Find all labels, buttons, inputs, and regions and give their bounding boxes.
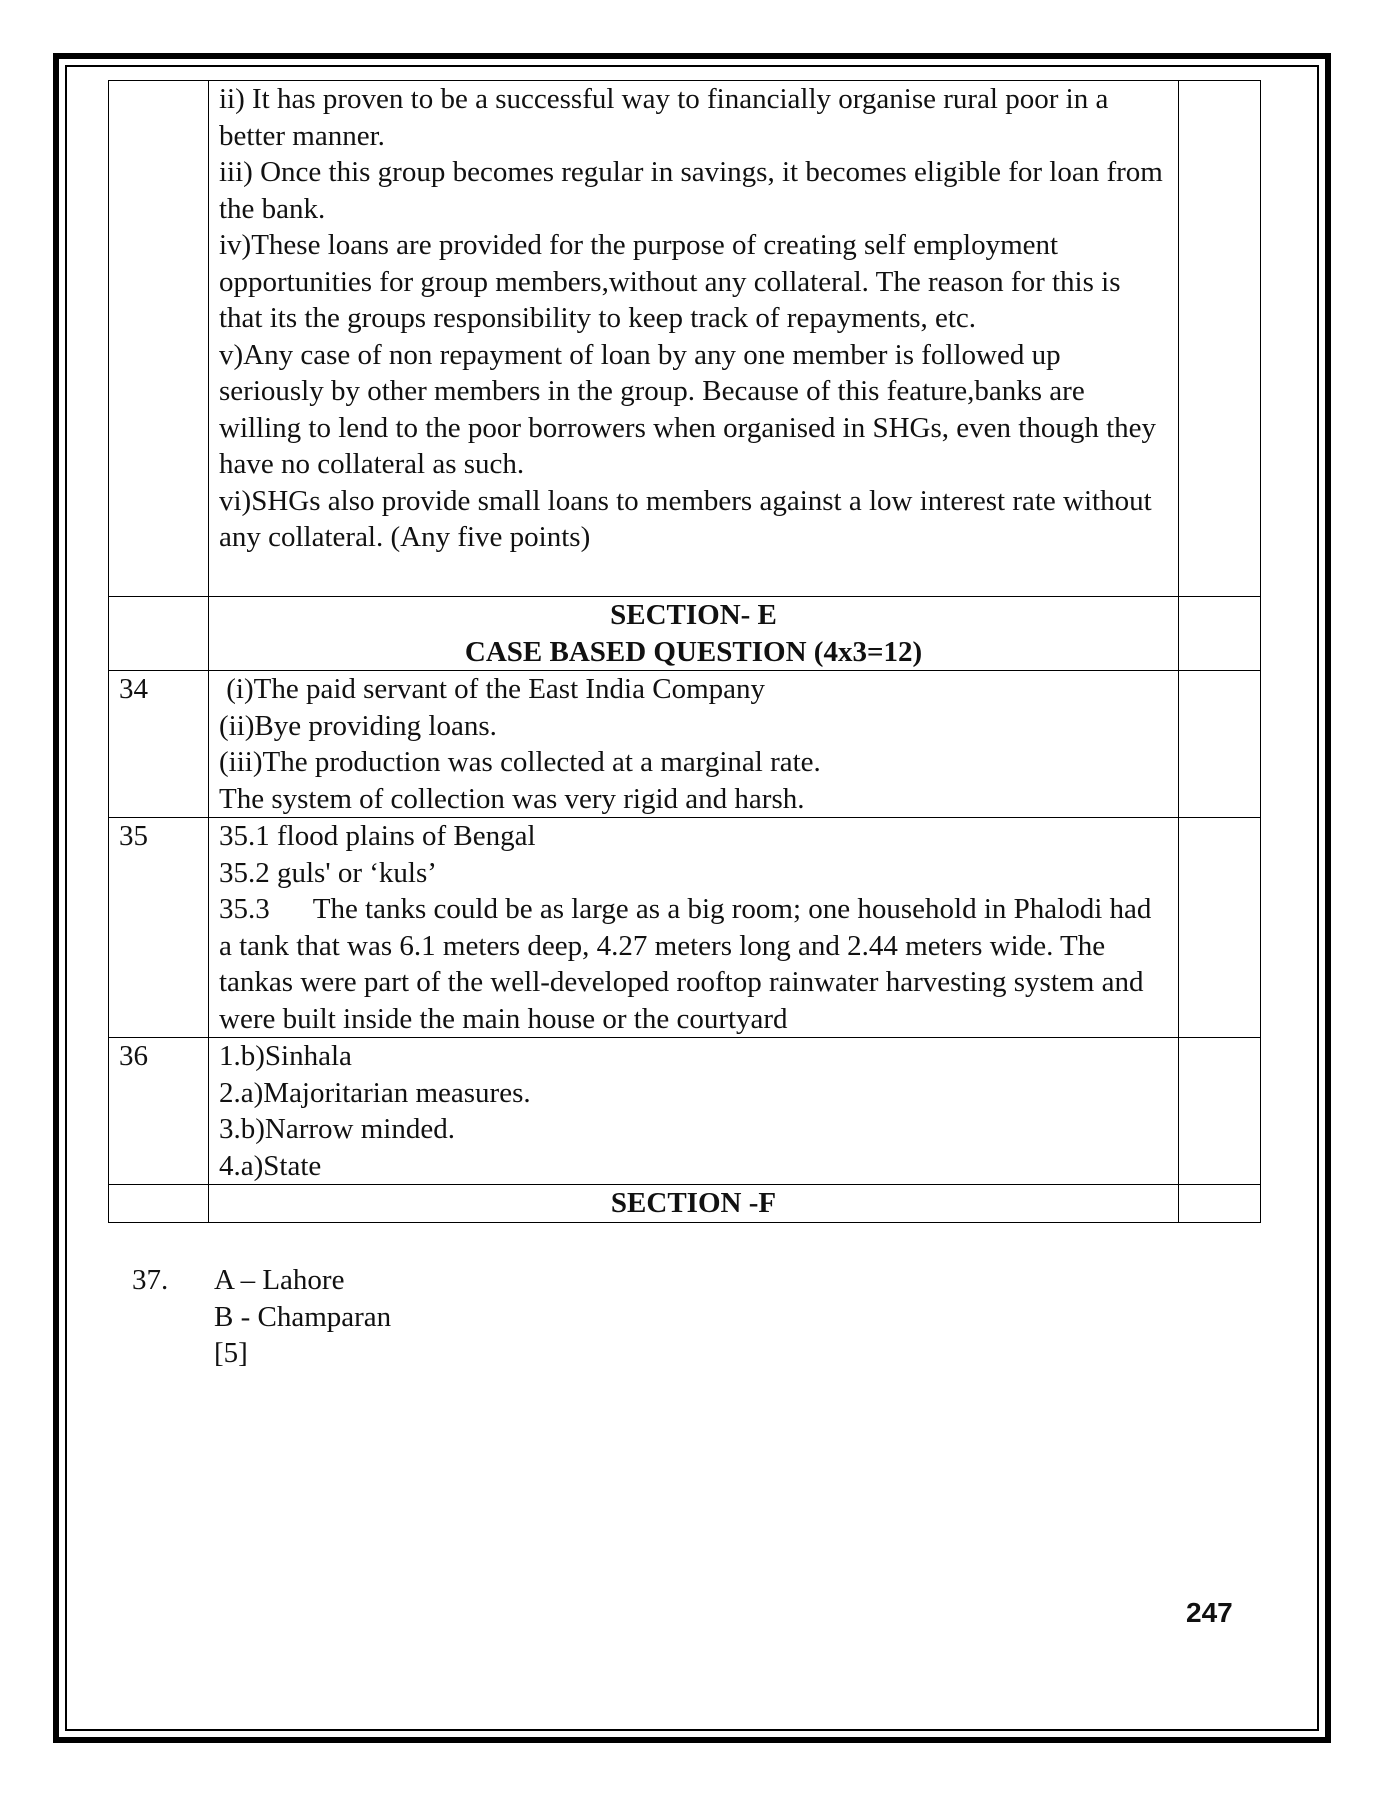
answer-line: 1.b)Sinhala <box>219 1040 352 1072</box>
answer-line: B - Champaran <box>214 1300 392 1333</box>
page-number: 247 <box>1186 1597 1233 1628</box>
question-number: 37. <box>132 1264 169 1296</box>
question-number-cell <box>109 1185 209 1223</box>
answer-line: vi)SHGs also provide small loans to members against a low interest rate without any collateral. (Any five points) <box>219 484 1152 553</box>
answer-line: iii) Once this group becomes regular in savings, it becomes eligible for loan from the bank. <box>219 156 1163 225</box>
answer-line: 3.b)Narrow minded. <box>219 1113 455 1145</box>
marks-cell <box>1179 1185 1261 1223</box>
section-e-title: SECTION- E <box>610 599 777 631</box>
answer-line: 2.a)Majoritarian measures. <box>219 1076 531 1109</box>
section-f-heading: SECTION -F <box>209 1185 1179 1223</box>
answer-line: ii) It has proven to be a successful way to financially organise rural poor in a better manner. <box>219 83 1109 152</box>
section-e-subtitle: CASE BASED QUESTION (4x3=12) <box>464 635 923 668</box>
marks-cell <box>1179 818 1261 1038</box>
answer-line: [5] <box>214 1337 248 1369</box>
marks-cell <box>1179 597 1261 671</box>
marks-cell <box>1179 1038 1261 1185</box>
answer-line: A – Lahore <box>214 1264 345 1296</box>
answer-block <box>214 1262 814 1372</box>
answer-cell <box>209 1038 1179 1185</box>
answer-line: (i)The paid servant of the East India Company <box>219 673 766 705</box>
answer-line: 35.3 The tanks could be as large as a big room; one household in Phalodi had a tank that was 6.1 meters deep, 4.27 meters long and 2.44 meters wide. The tankas were part of the well-developed rooftop rainwater harvesting system and were built inside the main house or the courtyard <box>219 893 1159 1035</box>
answer-cell <box>209 818 1179 1038</box>
marks-cell <box>1179 81 1261 597</box>
table-row <box>109 1038 1261 1185</box>
answer-line: (iii)The production was collected at a marginal rate. <box>219 746 821 778</box>
answer-key-table <box>108 80 1261 1223</box>
answer-line: v)Any case of non repayment of loan by any one member is followed up seriously by other members in the group. Because of this feature,banks are willing to lend to the poor borrowers when organised in SHGs, even though they have no collateral as such. <box>219 338 1156 480</box>
answer-line: The system of collection was very rigid and harsh. <box>219 782 805 815</box>
answer-line: (ii)Bye providing loans. <box>219 709 497 742</box>
table-row <box>109 597 1261 671</box>
answer-line: 4.a)State <box>219 1149 322 1182</box>
answer-cell <box>209 671 1179 818</box>
table-row <box>109 671 1261 818</box>
answer-line: 35.1 flood plains of Bengal <box>219 820 536 852</box>
answer-cell <box>209 81 1179 597</box>
marks-cell <box>1179 671 1261 818</box>
question-number: 34 <box>109 671 209 818</box>
section-e-heading <box>209 597 1179 671</box>
table-row <box>109 1185 1261 1223</box>
question-number: 35 <box>109 818 209 1038</box>
question-number: 36 <box>109 1038 209 1185</box>
question-number-cell <box>109 81 209 597</box>
answer-line: 35.2 guls' or ‘kuls’ <box>219 856 437 889</box>
table-row <box>109 818 1261 1038</box>
answer-line: iv)These loans are provided for the purpose of creating self employment opportunities for group members,without any collateral. The reason for this is that its the groups responsibility to keep track of repayments, etc. <box>219 229 1121 334</box>
table-row <box>109 81 1261 597</box>
question-number-cell <box>109 597 209 671</box>
